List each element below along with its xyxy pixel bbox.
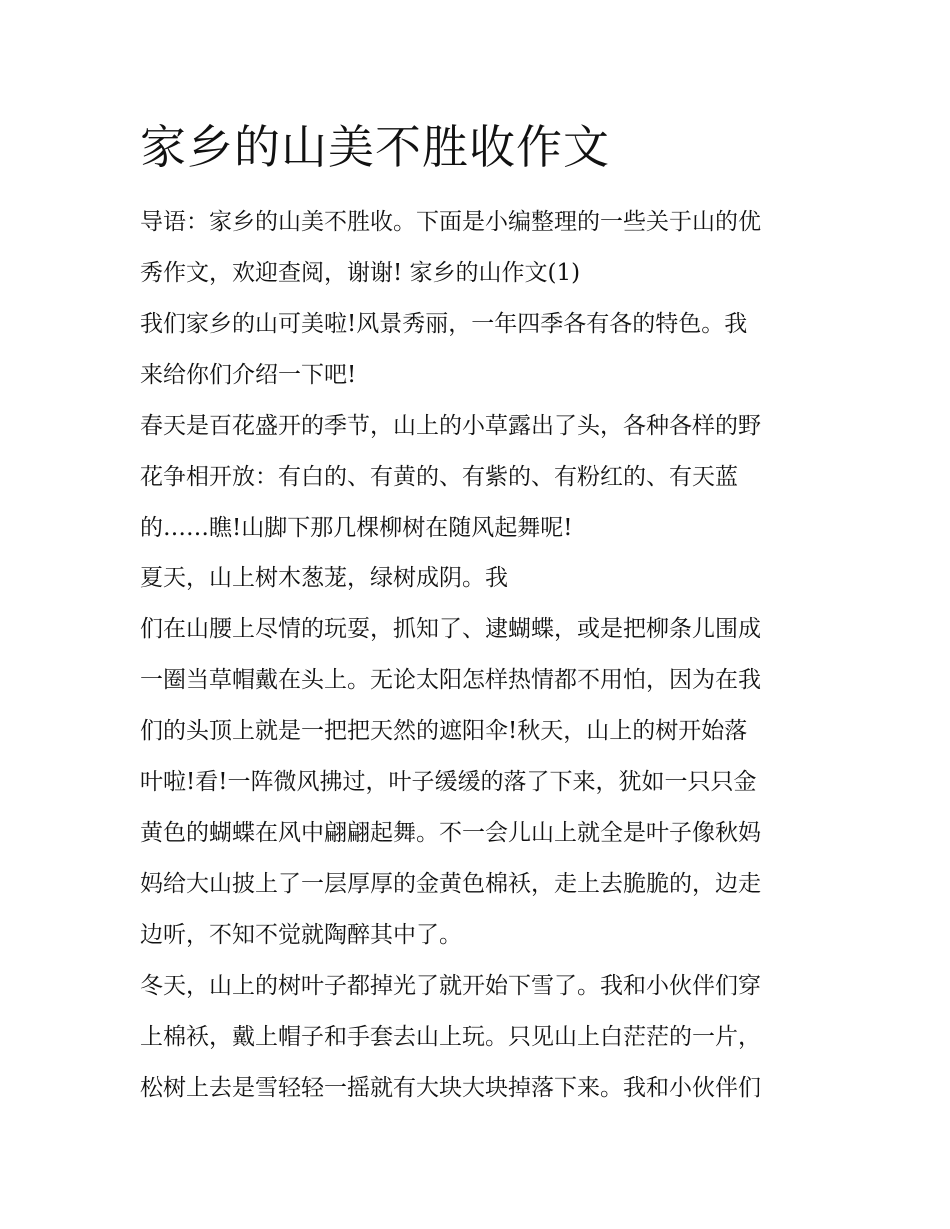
document-title: 家乡的山美不胜收作文 <box>140 120 610 174</box>
text-line: 黄色的蝴蝶在风中翩翩起舞。不一会儿山上就全是叶子像秋妈 <box>140 820 761 846</box>
text-line: 秀作文，欢迎查阅，谢谢! 家乡的山作文(1) <box>140 260 581 286</box>
text-line: 一圈当草帽戴在头上。无论太阳怎样热情都不用怕，因为在我 <box>140 667 761 693</box>
text-line: 夏天，山上树木葱茏，绿树成阴。我 <box>140 565 508 591</box>
text-line: 冬天，山上的树叶子都掉光了就开始下雪了。我和小伙伴们穿 <box>140 973 761 999</box>
text-line: 叶啦!看!一阵微风拂过，叶子缓缓的落了下来，犹如一只只金 <box>140 769 757 795</box>
text-line: 们的头顶上就是一把把天然的遮阳伞!秋天，山上的树开始落 <box>140 718 748 744</box>
text-line: 边听，不知不觉就陶醉其中了。 <box>140 922 462 948</box>
text-line: 妈给大山披上了一层厚厚的金黄色棉袄，走上去脆脆的，边走 <box>140 871 761 897</box>
text-line: 导语：家乡的山美不胜收。下面是小编整理的一些关于山的优 <box>140 209 761 235</box>
text-line: 春天是百花盛开的季节，山上的小草露出了头，各种各样的野 <box>140 413 761 439</box>
text-line: 上棉袄，戴上帽子和手套去山上玩。只见山上白茫茫的一片， <box>140 1024 761 1050</box>
text-line: 来给你们介绍一下吧! <box>140 362 357 388</box>
text-line: 我们家乡的山可美啦!风景秀丽，一年四季各有各的特色。我 <box>140 311 748 337</box>
text-line: 们在山腰上尽情的玩耍，抓知了、逮蝴蝶，或是把柳条儿围成 <box>140 616 761 642</box>
text-line: 的……瞧!山脚下那几棵柳树在随风起舞呢! <box>140 515 573 541</box>
text-line: 花争相开放：有白的、有黄的、有紫的、有粉红的、有天蓝 <box>140 464 738 490</box>
text-line: 松树上去是雪轻轻一摇就有大块大块掉落下来。我和小伙伴们 <box>140 1075 761 1101</box>
